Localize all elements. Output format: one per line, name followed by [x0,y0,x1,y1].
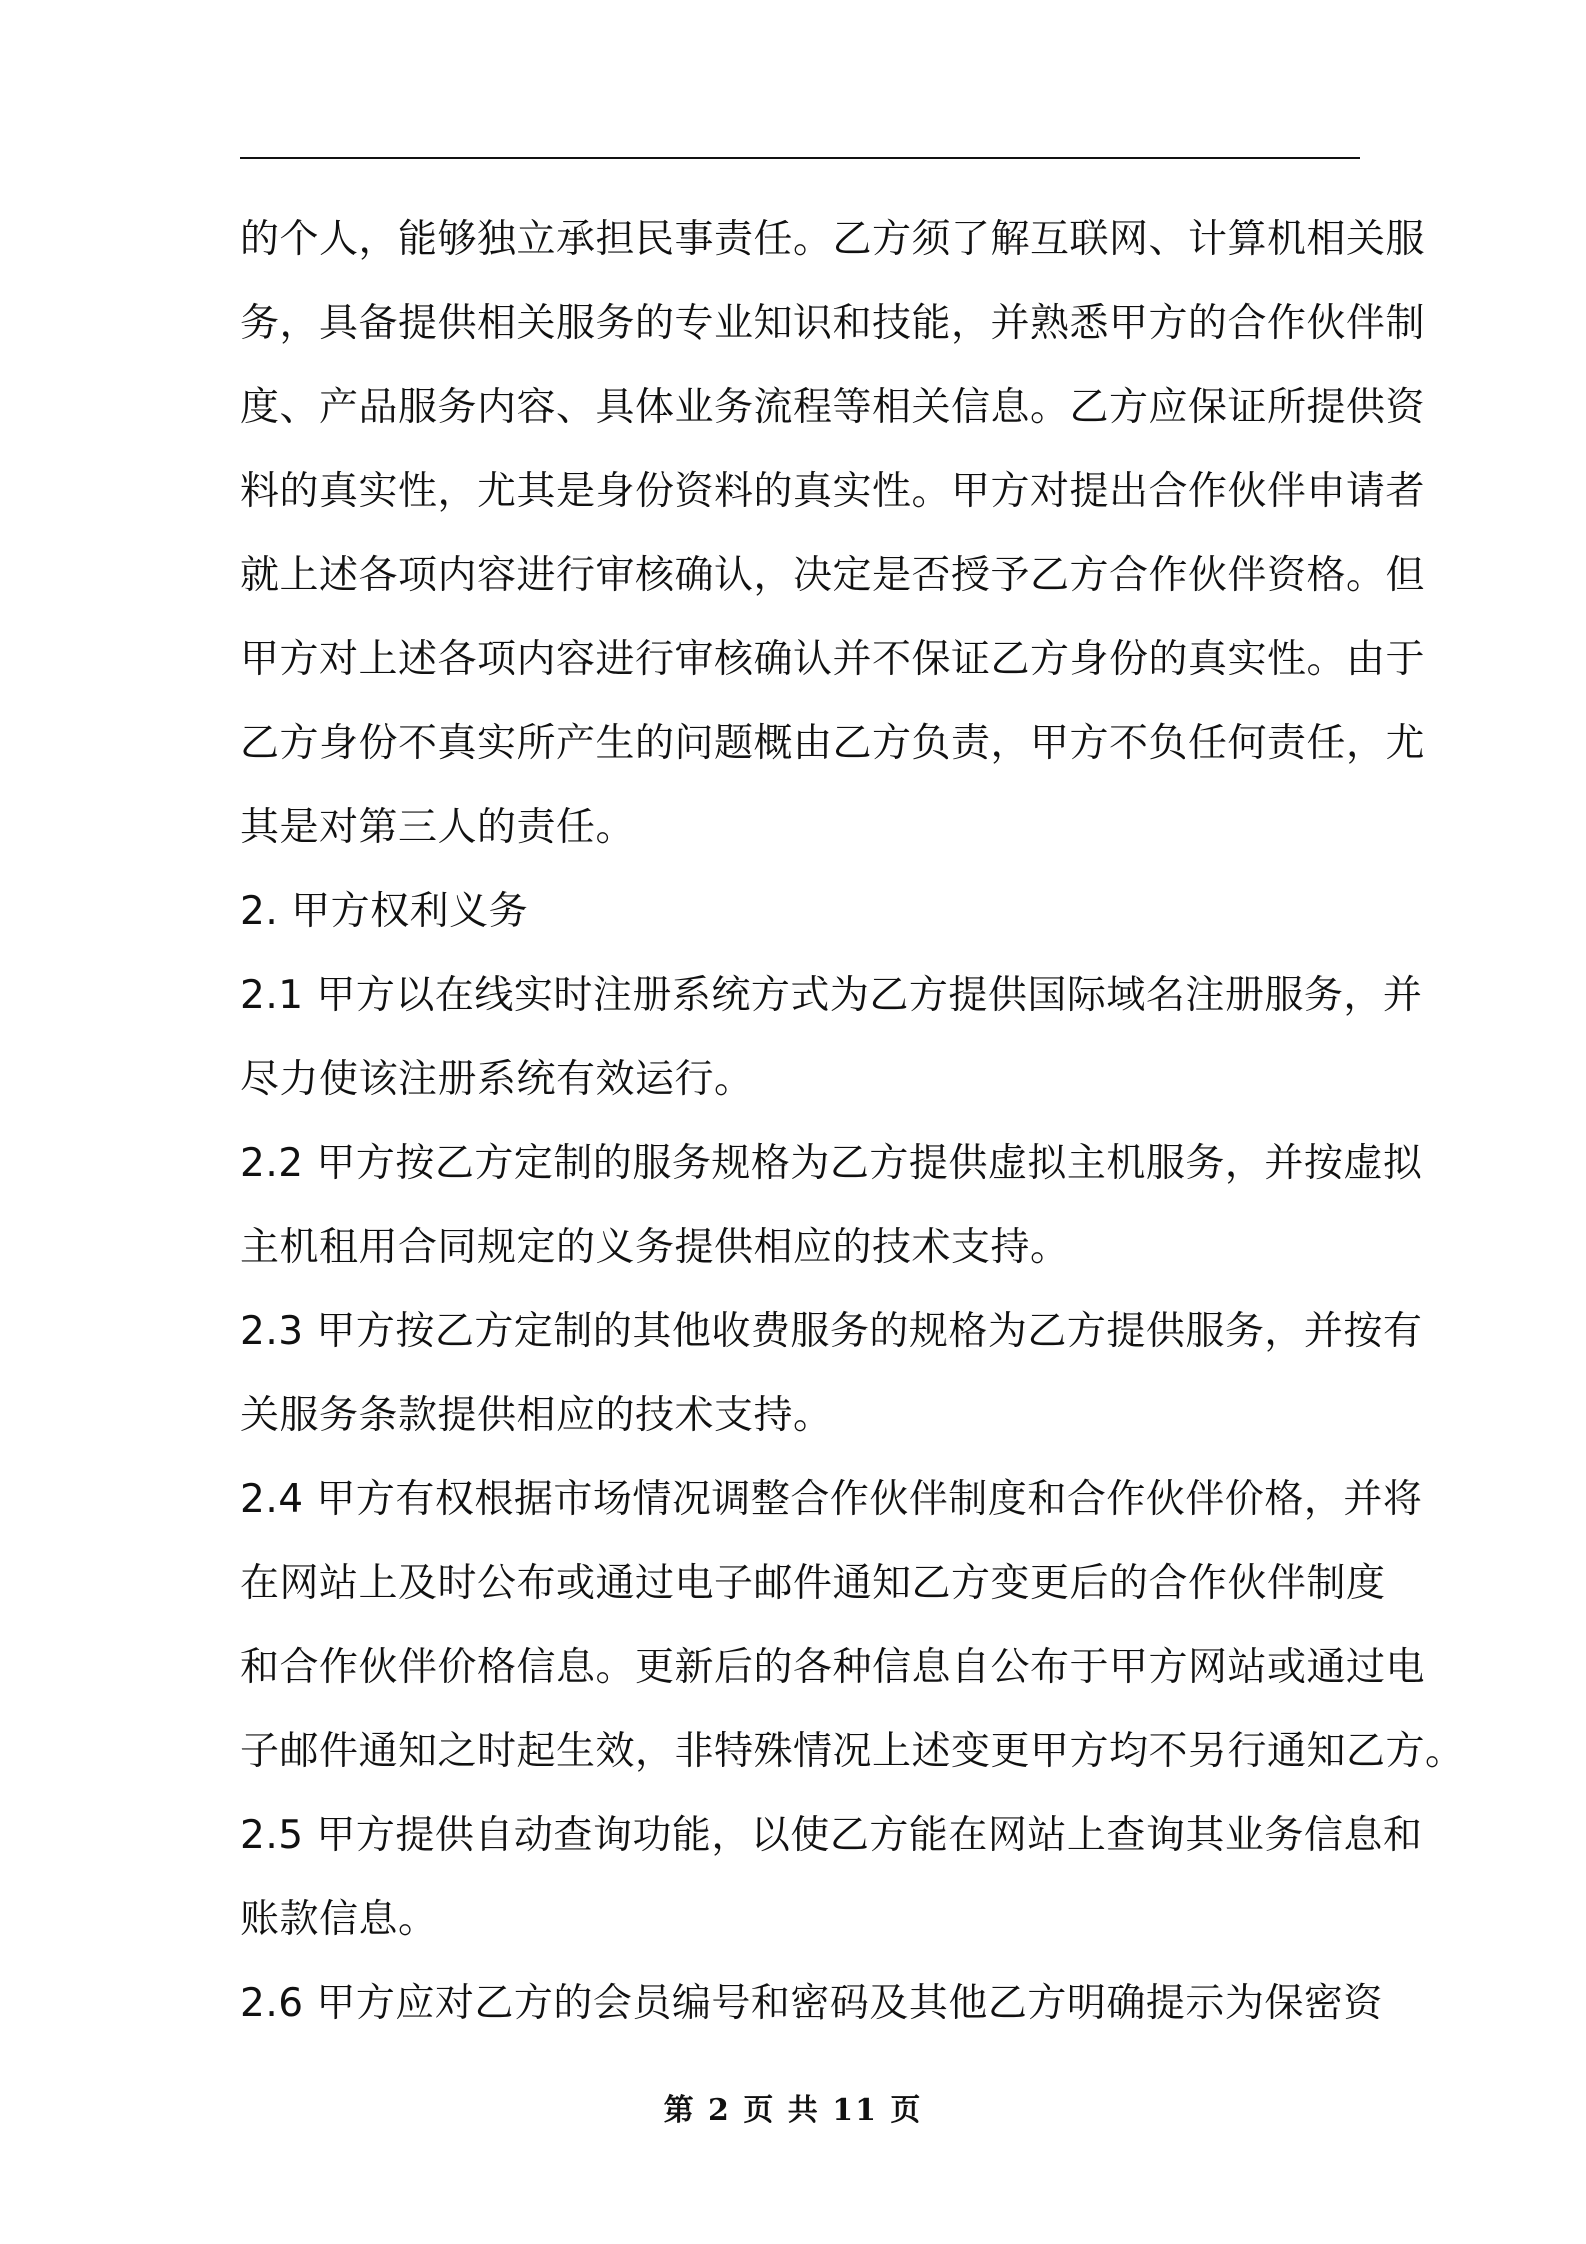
text-line: 尽力使该注册系统有效运行。 [240,1057,754,1102]
text-line: 和合作伙伴价格信息。更新后的各种信息自公布于甲方网站或通过电 [240,1645,1426,1690]
text-line: 的个人，能够独立承担民事责任。乙方须了解互联网、计算机相关服 [240,217,1426,262]
text-line: 主机租用合同规定的义务提供相应的技术支持。 [240,1225,1070,1270]
text-line: 2.3 甲方按乙方定制的其他收费服务的规格为乙方提供服务，并按有 [240,1309,1423,1354]
section-heading: 2. 甲方权利义务 [240,889,529,934]
text-line: 关服务条款提供相应的技术支持。 [240,1393,833,1438]
text-line: 2.2 甲方按乙方定制的服务规格为乙方提供虚拟主机服务，并按虚拟 [240,1141,1423,1186]
text-line: 2.4 甲方有权根据市场情况调整合作伙伴制度和合作伙伴价格，并将 [240,1477,1423,1522]
text-line: 务，具备提供相关服务的专业知识和技能，并熟悉甲方的合作伙伴制 [240,301,1426,346]
header-rule [240,157,1360,159]
page-number-footer: 第 2 页 共 11 页 [663,2093,923,2128]
document-body [240,198,1465,2046]
text-line: 度、产品服务内容、具体业务流程等相关信息。乙方应保证所提供资 [240,385,1426,430]
text-line: 2.6 甲方应对乙方的会员编号和密码及其他乙方明确提示为保密资 [240,1981,1383,2026]
text-line: 子邮件通知之时起生效，非特殊情况上述变更甲方均不另行通知乙方。 [240,1729,1465,1774]
text-line: 2.5 甲方提供自动查询功能，以使乙方能在网站上查询其业务信息和 [240,1813,1423,1858]
text-line: 2.1 甲方以在线实时注册系统方式为乙方提供国际域名注册服务，并 [240,973,1423,1018]
text-line: 甲方对上述各项内容进行审核确认并不保证乙方身份的真实性。由于 [240,637,1426,682]
text-line: 就上述各项内容进行审核确认，决定是否授予乙方合作伙伴资格。但 [240,553,1426,598]
text-line: 在网站上及时公布或通过电子邮件通知乙方变更后的合作伙伴制度 [240,1561,1386,1606]
text-line: 账款信息。 [240,1897,438,1942]
text-line: 其是对第三人的责任。 [240,805,636,850]
text-line: 乙方身份不真实所产生的问题概由乙方负责，甲方不负任何责任，尤 [240,721,1426,766]
text-line: 料的真实性，尤其是身份资料的真实性。甲方对提出合作伙伴申请者 [240,469,1426,514]
